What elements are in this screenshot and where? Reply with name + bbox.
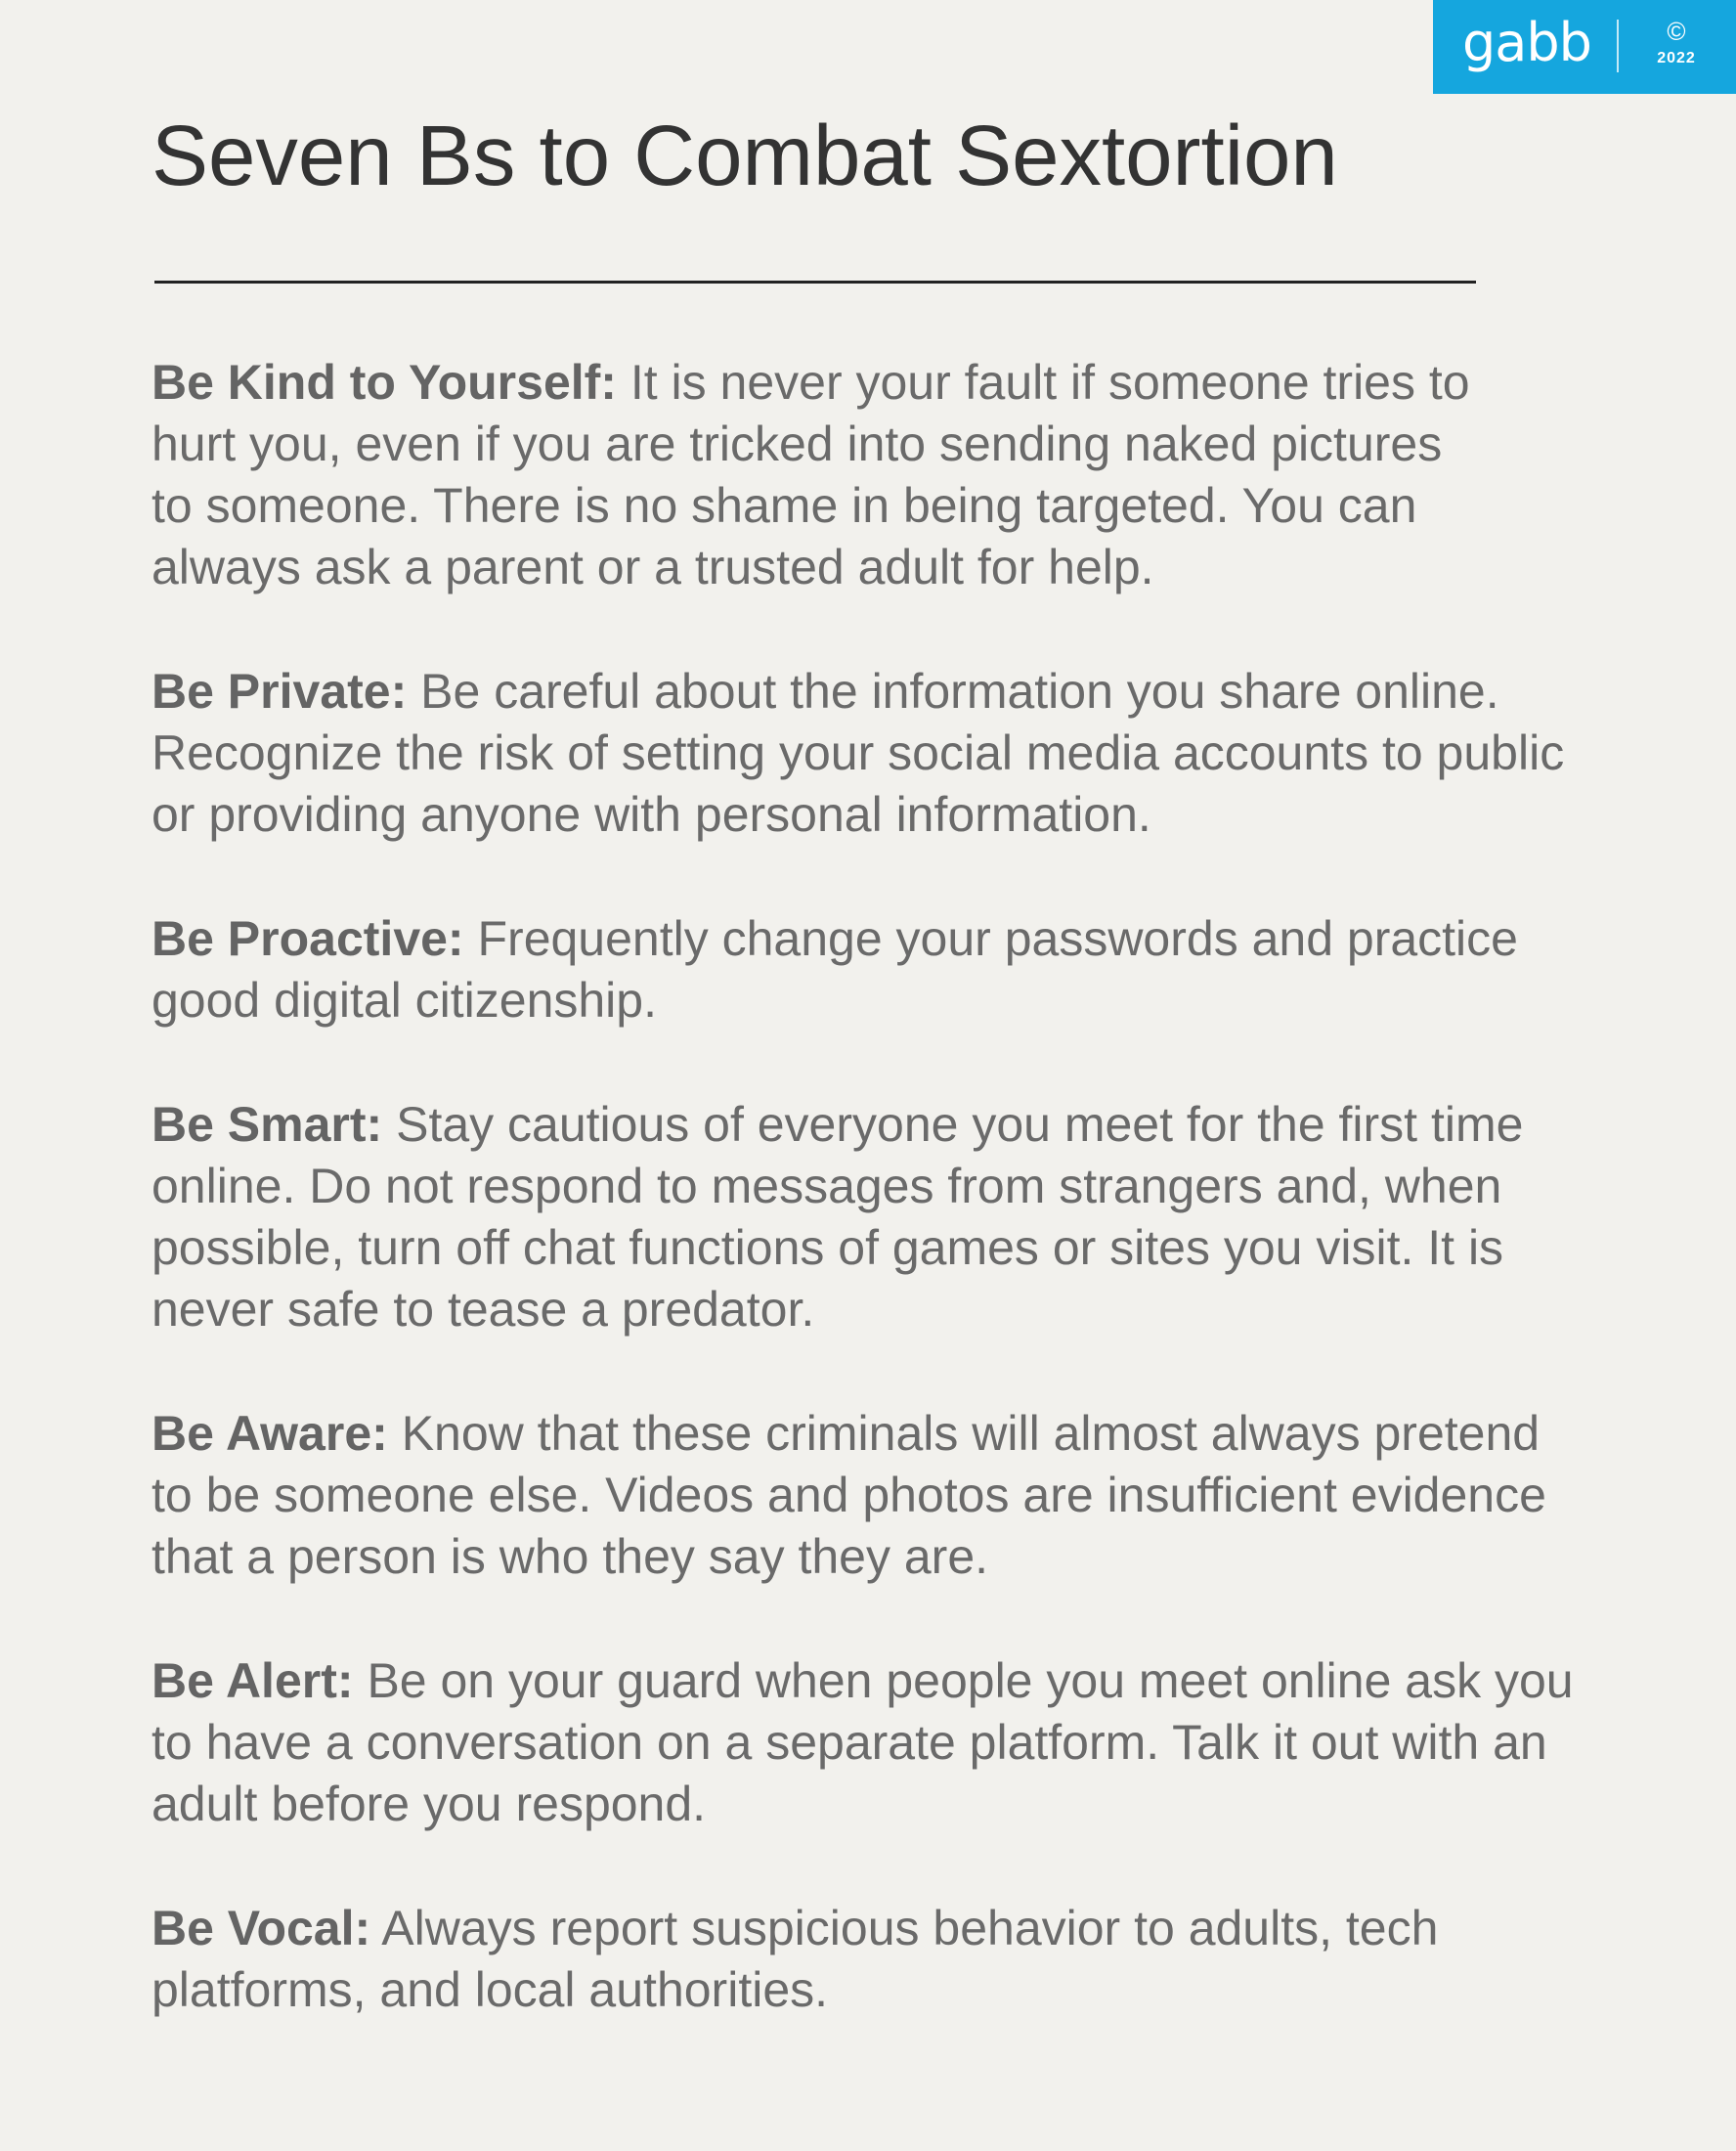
tip-heading: Be Aware: — [152, 1406, 388, 1461]
tip-text-line: online. Do not respond to messages from strangers and, when — [152, 1159, 1502, 1213]
tip-item — [152, 1650, 1657, 1835]
tip-item — [152, 661, 1657, 846]
copyright-icon: © — [1667, 17, 1686, 46]
tip-text-line: possible, turn off chat functions of games or sites you visit. It is — [152, 1220, 1504, 1275]
tip-text-line: Frequently change your passwords and practice — [477, 911, 1518, 966]
tip-item — [152, 1094, 1657, 1340]
tip-text-line: adult before you respond. — [152, 1777, 707, 1831]
page-title: Seven Bs to Combat Sextortion — [152, 109, 1338, 203]
tip-text-line: or providing anyone with personal information. — [152, 787, 1151, 842]
tip-text-line: good digital citizenship. — [152, 973, 657, 1028]
tip-text-line: to be someone else. Videos and photos are insufficient evidence — [152, 1468, 1546, 1522]
tips-list — [152, 352, 1657, 2084]
logo-divider — [1617, 20, 1619, 72]
tip-text-line: always ask a parent or a trusted adult for help. — [152, 540, 1154, 594]
tip-heading: Be Alert: — [152, 1653, 354, 1708]
tip-text-line: Stay cautious of everyone you meet for the first time — [396, 1097, 1524, 1152]
tip-text-line: Recognize the risk of setting your social media accounts to public — [152, 725, 1565, 780]
tip-text-line: Be on your guard when people you meet online ask you — [367, 1653, 1574, 1708]
tip-text-line: that a person is who they say they are. — [152, 1529, 989, 1584]
tip-text-line: never safe to tease a predator. — [152, 1282, 815, 1337]
tip-text-line: hurt you, even if you are tricked into sending naked pictures — [152, 417, 1443, 471]
tip-text-line: Know that these criminals will almost always pretend — [401, 1406, 1541, 1461]
tip-heading: Be Private: — [152, 664, 408, 719]
tip-heading: Be Smart: — [152, 1097, 383, 1152]
gabb-logo — [1433, 0, 1736, 94]
tip-item — [152, 908, 1657, 1032]
tip-text-line: to someone. There is no shame in being targeted. You can — [152, 478, 1417, 533]
tip-heading: Be Proactive: — [152, 911, 464, 966]
tip-text-line: It is never your fault if someone tries to — [629, 355, 1470, 410]
tip-heading: Be Vocal: — [152, 1901, 371, 1955]
logo-wordmark: gabb — [1462, 12, 1591, 73]
tip-text-line: Always report suspicious behavior to adults, tech — [381, 1901, 1439, 1955]
tip-text-line: to have a conversation on a separate platform. Talk it out with an — [152, 1715, 1547, 1770]
copyright-year: 2022 — [1657, 50, 1696, 66]
tip-heading: Be Kind to Yourself: — [152, 355, 617, 410]
tip-item — [152, 1403, 1657, 1588]
tip-item — [152, 1898, 1657, 2021]
tip-item — [152, 352, 1657, 598]
tip-text-line: Be careful about the information you share online. — [420, 664, 1499, 719]
tip-text-line: platforms, and local authorities. — [152, 1962, 829, 2017]
title-divider — [154, 281, 1476, 284]
